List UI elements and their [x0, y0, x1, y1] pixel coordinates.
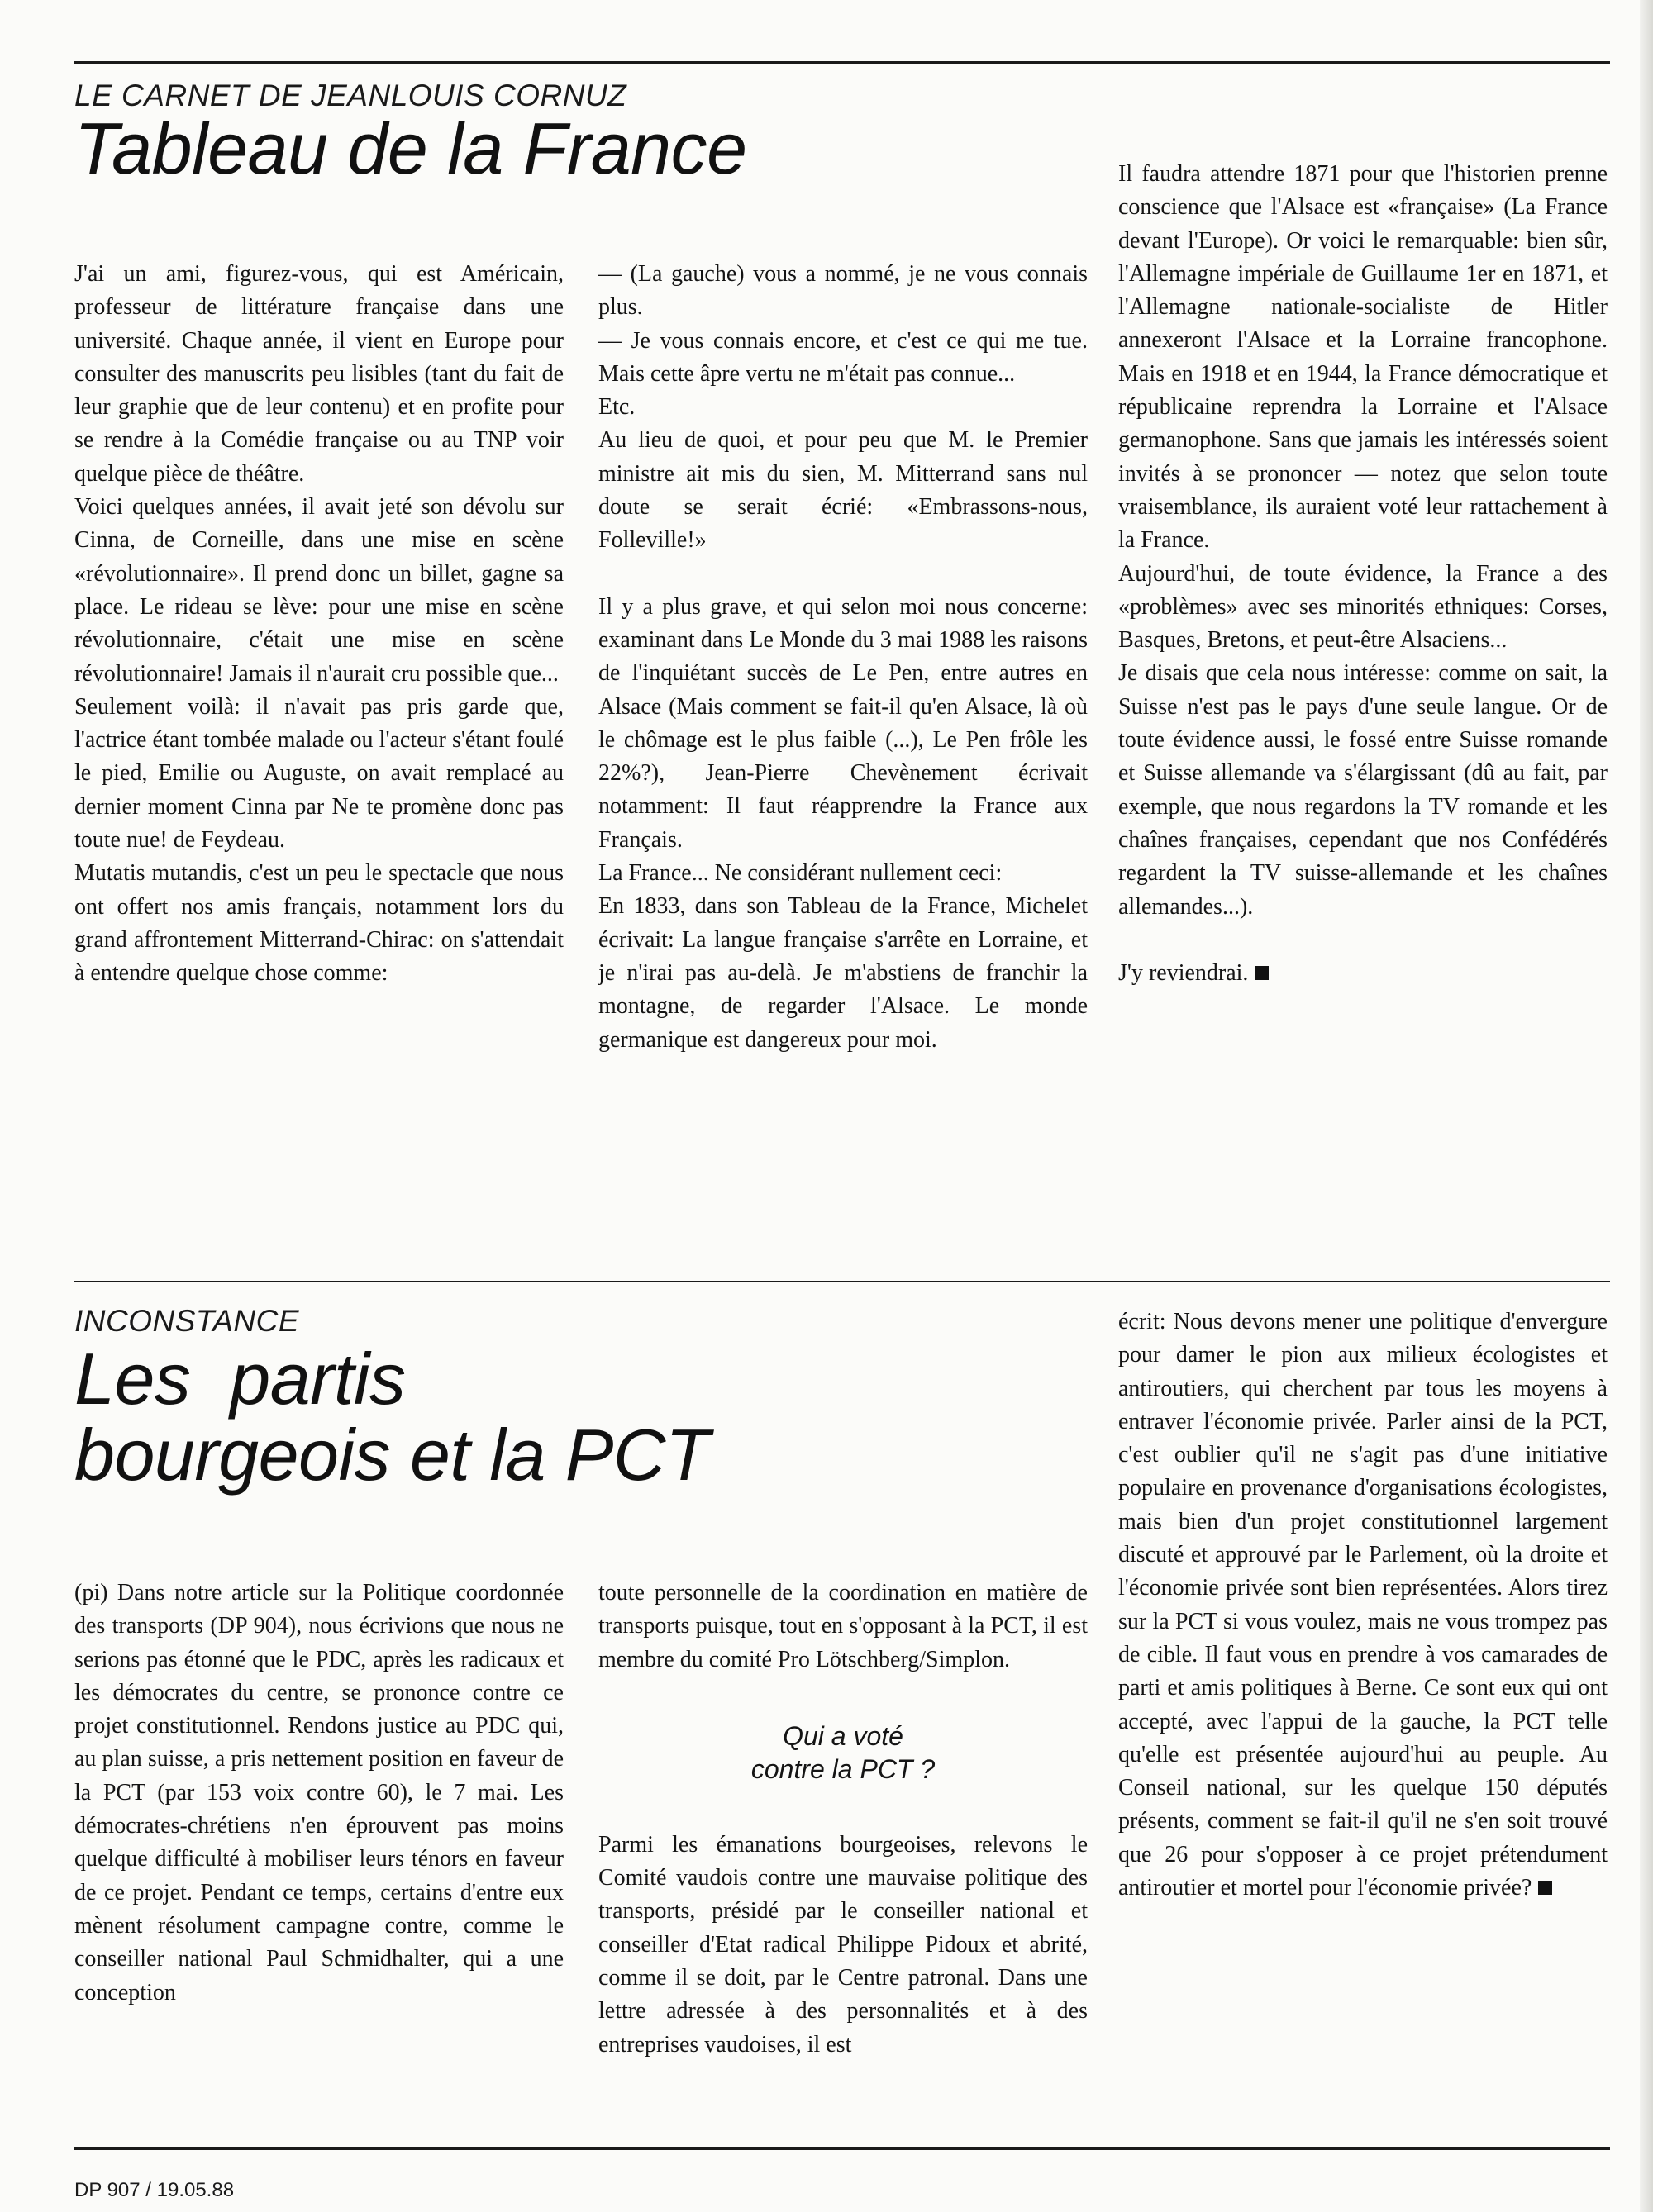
article1-column-1 — [74, 258, 564, 991]
closing-paragraph — [1118, 957, 1608, 990]
paragraph: Il y a plus grave, et qui selon moi nous concerne: examinant dans Le Monde du 3 mai 1988 les raisons de l'inquiétant succès de Le Pen, entre autres en Alsace (Mais comment se fait-il qu'en Alsace, là où le chômage est le plus faible (...), Le Pen frôle les 22%?), Jean-Pierre Chevènement écrivait notamment: Il faut réapprendre la France aux Français. — [598, 593, 1088, 853]
paragraph: — Je vous connais encore, et c'est ce qui me tue. Mais cette âpre vertu ne m'était pas connue... — [598, 327, 1088, 387]
article1-title: Tableau de la France — [74, 107, 747, 189]
paragraph: Parmi les émanations bourgeoises, relevons le Comité vaudois contre une mauvaise politique des transports, présidé par le conseiller national et conseiller d'Etat radical Philippe Pidoux et abrité, comme il se doit, par le Centre patronal. Dans une lettre adressée à des personnalités et à des entreprises vaudoises, il est — [598, 1831, 1088, 2057]
article2-kicker: INCONSTANCE — [74, 1304, 300, 1338]
page-edge — [1640, 0, 1653, 2212]
paragraph — [1118, 1306, 1608, 1905]
end-mark-icon — [1538, 1881, 1552, 1895]
paragraph: En 1833, dans son Tableau de la France, Michelet écrivait: La langue française s'arrête en Lorraine, et je n'irai pas au-delà. Je m'abstiens de franchir la montagne, de regarder l'Alsace. Le monde germanique est dangereux pour moi. — [598, 893, 1088, 1053]
paragraph: Aujourd'hui, de toute évidence, la France a des «problèmes» avec ses minorités ethniques: Corses, Basques, Bretons, et peut-être Alsaciens... — [1118, 560, 1608, 654]
closing-text: J'y reviendrai. — [1118, 959, 1249, 986]
bottom-rule — [74, 2147, 1610, 2150]
paragraph: J'ai un ami, figurez-vous, qui est Américain, professeur de littérature française dans une université. Chaque année, il vient en Europe pour consulter des manuscrits peu lisibles (tant du fait de leur graphie que de leur contenu) et en profite pour se rendre à la Comédie française ou au TNP voir quelque pièce de théâtre. — [74, 261, 564, 487]
issue-footer: DP 907 / 19.05.88 — [74, 2179, 235, 2201]
paragraph: Je disais que cela nous intéresse: comme on sait, la Suisse n'est pas le pays d'une seule langue. Or de toute évidence aussi, le fossé entre Suisse romande et Suisse allemande va s'élargissant (dû au fait, par exemple, que nous regardons la TV romande et les chaînes françaises, cependant que nos Confédérés regardent la TV suisse-allemande et les chaînes allemandes...). — [1118, 660, 1608, 920]
title-line: Les partis — [74, 1338, 406, 1420]
paragraph: Mutatis mutandis, c'est un peu le spectacle que nous ont offert nos amis français, notamment lors du grand affrontement Mitterrand-Chirac: on s'attendait à entendre quelque chose comme: — [74, 860, 564, 987]
paragraph: (pi) Dans notre article sur la Politique coordonnée des transports (DP 904), nous écrivions que nous ne serions pas étonné que le PDC, après les radicaux et les démocrates du centre, se prononce contre ce projet constitutionnel. Rendons justice au PDC qui, au plan suisse, a pris nettement position en faveur de la PCT (par 153 voix contre 60), le 7 mai. Les démocrates-chrétiens n'en éprouvent pas moins quelque difficulté à mobiliser leurs ténors en faveur de ce projet. Pendant ce temps, certains d'entre eux mènent résolument campagne contre, comme le conseiller national Paul Schmidhalter, qui a une conception — [74, 1580, 564, 2005]
article2-column-1 — [74, 1577, 564, 2010]
title-line: bourgeois et la PCT — [74, 1414, 710, 1496]
article2-column-3 — [1118, 1306, 1608, 1905]
subheading-line: contre la PCT ? — [750, 1753, 936, 1784]
end-mark-icon — [1255, 966, 1269, 980]
article2-column-2 — [598, 1577, 1088, 2062]
paragraph-text: écrit: Nous devons mener une politique d'envergure pour damer le pion aux milieux écologistes et antiroutiers, qui cherchent par tous les moyens à entraver l'économie privée. Parler ainsi de la PCT, c'est oublier qu'il ne s'agit pas d'une initiative populaire en provenance d'organisations écologistes, mais bien d'un projet constitutionnel largement discuté et approuvé par le Parlement, où la droite et l'économie privée sont bien représentées. Alors tirez sur la PCT si vous voulez, mais ne vous trompez pas de cible. Il faut vous en prendre à vos camarades de parti et amis politiques à Berne. Ce sont eux qui ont accepté, avec l'appui de la gauche, la PCT telle qu'elle est présentée aujourd'hui au peuple. Au Conseil national, sur les quelque 150 députés présents, comment se fait-il qu'il ne s'en soit trouvé que 26 pour s'opposer à ce projet prétendument antiroutier et mortel pour l'économie privée? — [1118, 1309, 1608, 1901]
top-rule — [74, 61, 1610, 64]
paragraph: Voici quelques années, il avait jeté son dévolu sur Cinna, de Corneille, dans une mise en scène «révolutionnaire». Il prend donc un billet, gagne sa place. Le rideau se lève: pour une mise en scène révolutionnaire, c'était une mise en scène révolutionnaire! Jamais il n'aurait cru possible que... — [74, 494, 564, 687]
subheading-line: Qui a voté — [783, 1720, 903, 1751]
paragraph: Au lieu de quoi, et pour peu que M. le Premier ministre ait mis du sien, M. Mitterrand sans nul doute se serait écrié: «Embrassons-nous, Folleville!» — [598, 427, 1088, 554]
paragraph: La France... Ne considérant nullement ceci: — [598, 860, 1003, 887]
paragraph: Etc. — [598, 394, 636, 421]
subheading — [598, 1720, 1088, 1786]
paragraph: Il faudra attendre 1871 pour que l'historien prenne conscience que l'Alsace est «française» (La France devant l'Europe). Or voici le remarquable: bien sûr, l'Allemagne impériale de Guillaume 1er en 1871, et l'Allemagne nationale-socialiste de Hitler annexeront l'Alsace et la Lorraine francophone. Mais en 1918 et en 1944, la France démocratique et républicaine reprendra la Lorraine et l'Alsace germanophone. Sans que jamais les intéressés soient invités à se prononcer — notez que selon toute vraisemblance, ils auraient voté leur rattachement à la France. — [1118, 161, 1608, 554]
article1-kicker: LE CARNET DE JEANLOUIS CORNUZ — [74, 78, 627, 112]
paragraph: toute personnelle de la coordination en matière de transports puisque, tout en s'opposant à la PCT, il est membre du comité Pro Lötschberg/Simplon. — [598, 1580, 1088, 1672]
article2-title — [74, 1338, 710, 1496]
section-divider — [74, 1281, 1610, 1282]
paragraph: Seulement voilà: il n'avait pas pris garde que, l'actrice étant tombée malade ou l'acteur s'étant foulé le pied, Emilie ou Auguste, on avait remplacé au dernier moment Cinna par Ne te promène donc pas toute nue! de Feydeau. — [74, 693, 564, 854]
article1-column-3 — [1118, 158, 1608, 990]
paragraph: — (La gauche) vous a nommé, je ne vous connais plus. — [598, 261, 1088, 321]
article1-column-2 — [598, 258, 1088, 1057]
